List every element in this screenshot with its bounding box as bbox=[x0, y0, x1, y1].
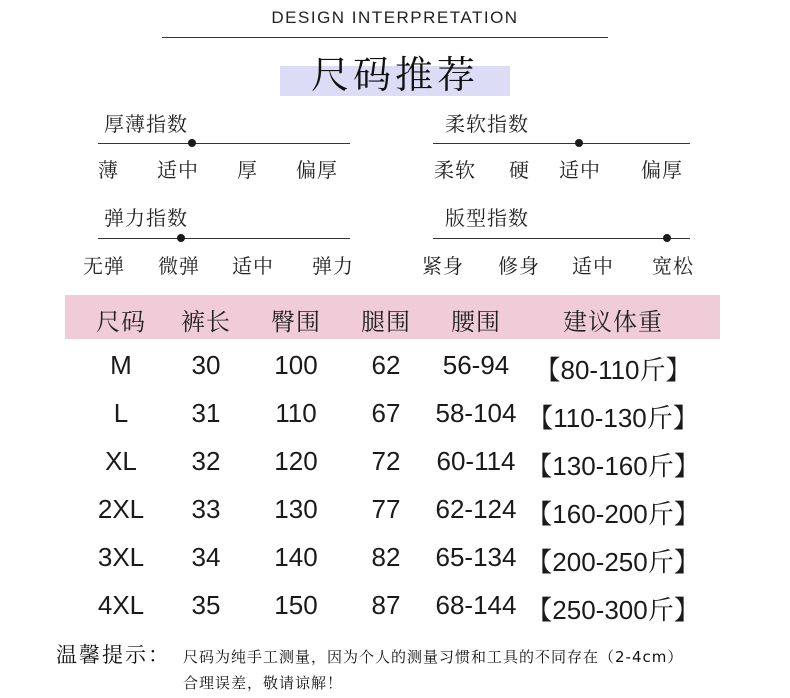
table-cell: 32 bbox=[191, 446, 221, 476]
table-cell: 110 bbox=[275, 398, 317, 428]
table-header-cell: 腰围 bbox=[451, 308, 501, 336]
fit-index-title: 版型指数 bbox=[445, 206, 529, 230]
table-header-cell: 臀围 bbox=[271, 308, 321, 336]
note-text-line-2: 合理误差，敬请谅解！ bbox=[183, 674, 344, 692]
thickness-label: 薄 bbox=[98, 158, 119, 182]
header-divider bbox=[162, 37, 608, 38]
elasticity-label: 适中 bbox=[232, 254, 274, 278]
softness-index-title: 柔软指数 bbox=[445, 112, 529, 136]
table-cell: 58-104 bbox=[435, 398, 517, 428]
table-cell: 67 bbox=[371, 398, 401, 428]
elasticity-index-scale bbox=[98, 238, 350, 239]
table-cell: 87 bbox=[371, 590, 401, 620]
table-cell: 35 bbox=[191, 590, 221, 620]
note-label: 温馨提示： bbox=[56, 643, 171, 667]
softness-index-marker bbox=[575, 139, 583, 147]
design-interpretation-heading: DESIGN INTERPRETATION bbox=[271, 8, 519, 27]
elasticity-label: 弹力 bbox=[312, 254, 354, 278]
table-cell: 33 bbox=[191, 494, 221, 524]
table-cell: 3XL bbox=[97, 542, 145, 572]
table-cell: 【250-300斤】 bbox=[526, 595, 700, 625]
fit-index-marker bbox=[663, 234, 671, 242]
table-cell: 2XL bbox=[97, 494, 145, 524]
table-cell: 150 bbox=[274, 590, 318, 620]
fit-label: 紧身 bbox=[422, 254, 464, 278]
table-cell: 31 bbox=[191, 398, 221, 428]
table-header-cell: 建议体重 bbox=[563, 308, 663, 336]
softness-label: 柔软 bbox=[434, 158, 476, 182]
table-cell: 120 bbox=[274, 446, 318, 476]
thickness-label: 偏厚 bbox=[296, 158, 338, 182]
softness-label: 偏厚 bbox=[641, 158, 683, 182]
table-header-cell: 腿围 bbox=[361, 308, 411, 336]
table-cell: 130 bbox=[274, 494, 318, 524]
elasticity-index-marker bbox=[177, 234, 185, 242]
table-cell: 【160-200斤】 bbox=[526, 499, 700, 529]
table-cell: 【200-250斤】 bbox=[526, 547, 700, 577]
table-cell: L bbox=[113, 398, 129, 428]
thickness-index-marker bbox=[188, 139, 196, 147]
table-cell: 60-114 bbox=[436, 446, 516, 476]
table-cell: 【80-110斤】 bbox=[534, 355, 692, 385]
elasticity-index-title: 弹力指数 bbox=[104, 206, 188, 230]
note-text-line-1: 尺码为纯手工测量，因为个人的测量习惯和工具的不同存在（2-4cm） bbox=[183, 648, 684, 666]
fit-label: 宽松 bbox=[652, 254, 694, 278]
table-cell: 62-124 bbox=[435, 494, 517, 524]
thickness-label: 适中 bbox=[157, 158, 199, 182]
table-cell: M bbox=[110, 350, 132, 380]
table-cell: 100 bbox=[274, 350, 318, 380]
elasticity-label: 无弹 bbox=[83, 254, 125, 278]
softness-label: 硬 bbox=[509, 158, 530, 182]
table-cell: 82 bbox=[371, 542, 401, 572]
thickness-index-scale bbox=[98, 143, 350, 144]
table-cell: 77 bbox=[371, 494, 401, 524]
fit-label: 修身 bbox=[498, 254, 540, 278]
softness-label: 适中 bbox=[559, 158, 601, 182]
table-header-cell: 裤长 bbox=[181, 308, 231, 336]
elasticity-label: 微弹 bbox=[158, 254, 200, 278]
table-cell: 72 bbox=[371, 446, 401, 476]
softness-index-scale bbox=[433, 143, 690, 144]
table-cell: 62 bbox=[371, 350, 401, 380]
table-cell: 56-94 bbox=[442, 350, 510, 380]
table-cell: 34 bbox=[191, 542, 221, 572]
page-title: 尺码推荐 bbox=[310, 53, 479, 97]
fit-index-scale bbox=[433, 238, 690, 239]
table-cell: 68-144 bbox=[435, 590, 517, 620]
thickness-label: 厚 bbox=[237, 158, 258, 182]
table-cell: 【110-130斤】 bbox=[527, 403, 699, 433]
table-cell: 4XL bbox=[97, 590, 145, 620]
table-cell: 30 bbox=[191, 350, 221, 380]
table-header-cell: 尺码 bbox=[96, 308, 146, 336]
thickness-index-title: 厚薄指数 bbox=[104, 112, 188, 136]
table-cell: 140 bbox=[274, 542, 318, 572]
table-cell: XL bbox=[105, 446, 137, 476]
table-cell: 65-134 bbox=[435, 542, 517, 572]
fit-label: 适中 bbox=[572, 254, 614, 278]
table-cell: 【130-160斤】 bbox=[526, 451, 700, 481]
